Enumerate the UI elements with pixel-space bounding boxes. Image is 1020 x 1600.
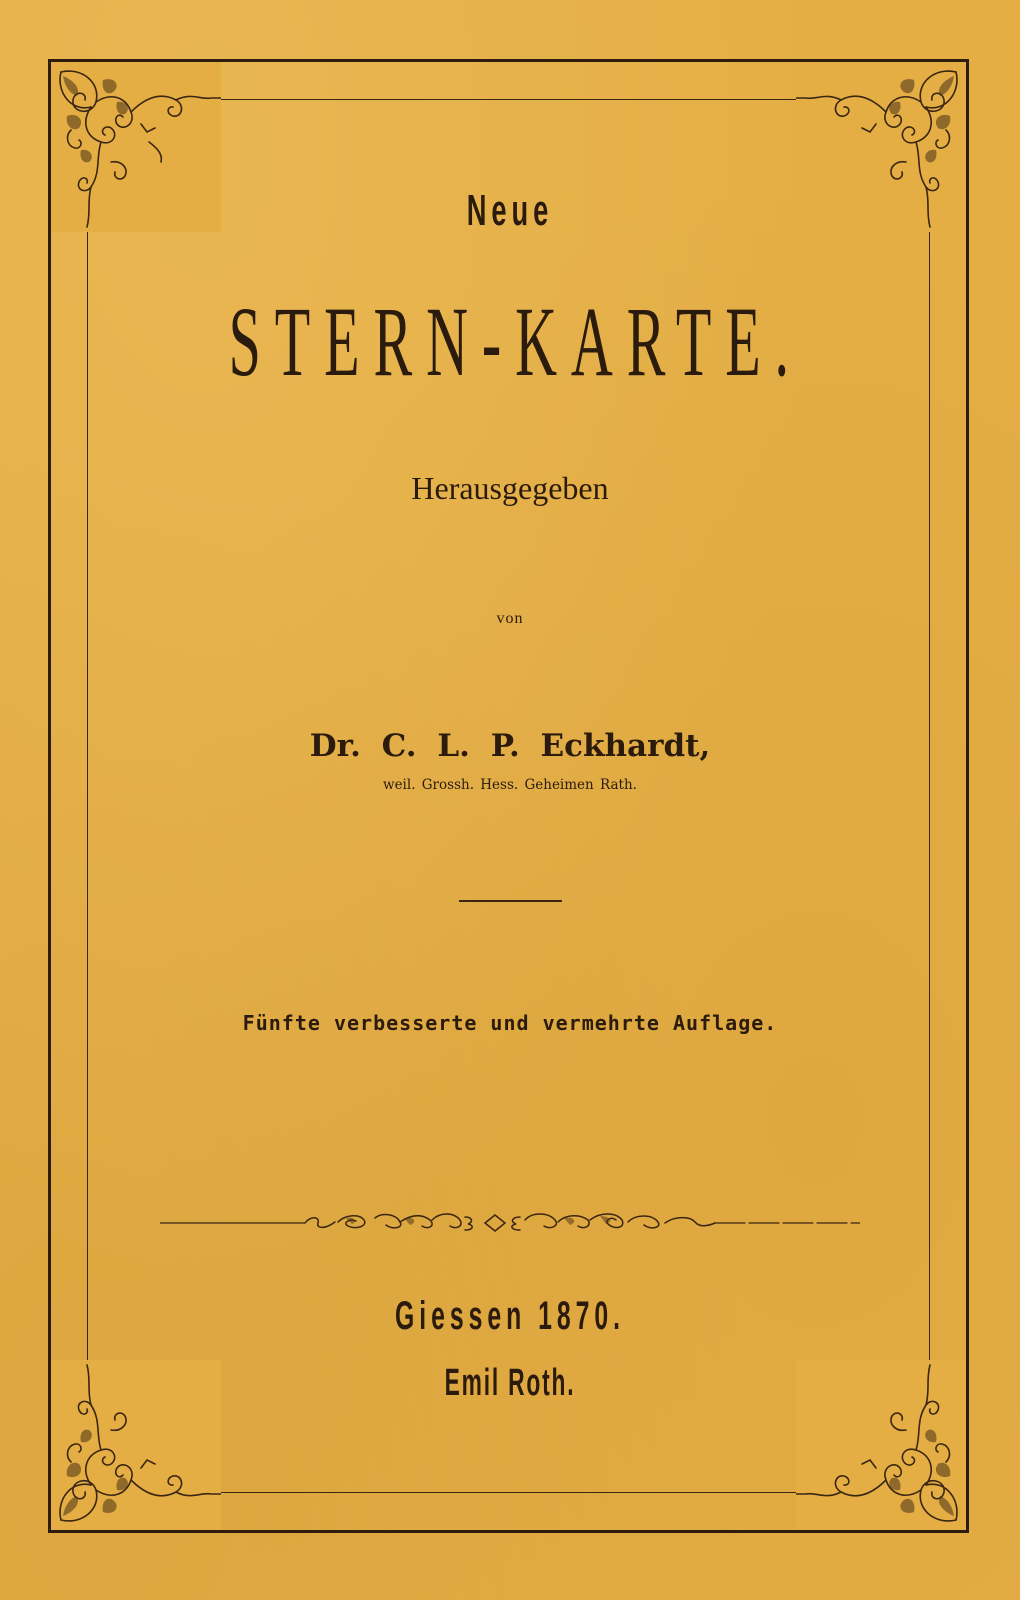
place-and-year: Giessen 1870. [395, 1294, 625, 1338]
page-title: STERN-KARTE. [228, 286, 803, 397]
floral-corner-ornament-icon [796, 1360, 966, 1530]
short-divider-rule [459, 900, 562, 902]
pre-title: Neue [466, 186, 554, 235]
published-by-label: Herausgegeben [411, 470, 609, 506]
publisher-name: Emil Roth. [444, 1362, 576, 1404]
author-name: Dr. C. L. P. Eckhardt, [309, 728, 711, 764]
by-label: von [496, 610, 524, 627]
edition-statement: Fünfte verbesserte und vermehrte Auflage. [242, 1011, 778, 1035]
author-description: weil. Grossh. Hess. Geheimen Rath. [383, 777, 637, 793]
floral-corner-ornament-icon [51, 1360, 221, 1530]
scrollwork-divider-icon [160, 1208, 860, 1238]
